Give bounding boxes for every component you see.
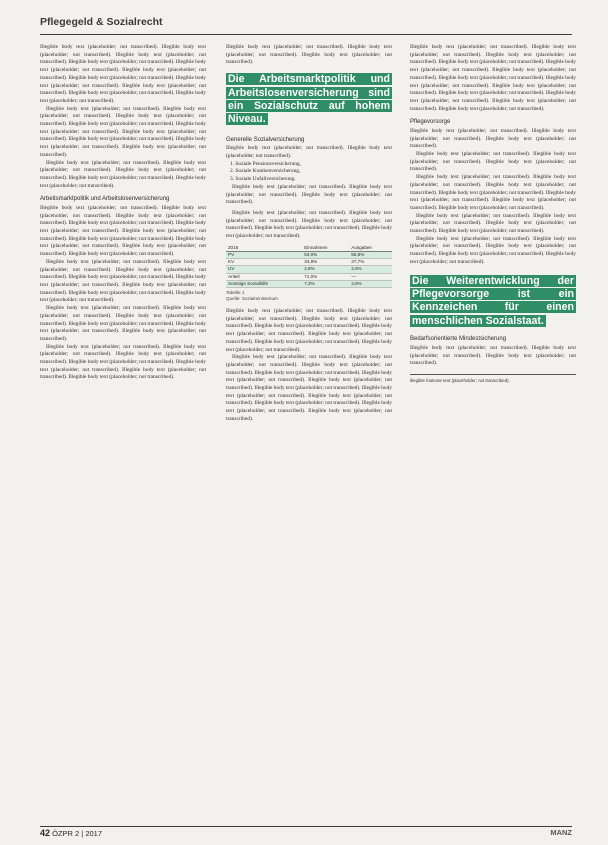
- pull-quote: [226, 73, 392, 127]
- paragraph: Illegible body text (placeholder; not transcribed). Illegible body text (placeholder; not transcribed).: [226, 145, 392, 160]
- folio: [40, 828, 102, 838]
- paragraph: Illegible body text (placeholder; not transcribed). Illegible body text (placeholder; not transcribed). Illegible body text (placeholder; not transcribed). Illegible body text (placeholder; not transcribed). Illegible body text (placeholder; not transcribed). Illegible body text (placeholder; not transcribed). Illegible body text (placeholder; not transcribed). Illegible body text (placeholder; not transcribed). Illegible body text (placeholder; not transcribed). Illegible body text (placeholder; not transcribed). Illegible body text (placeholder; not transcribed). Illegible body text (placeholder; not transcribed).: [226, 354, 392, 422]
- table-header-cell: 2015: [226, 245, 302, 252]
- table-row: [226, 273, 392, 280]
- table-header-cell: Ausgaben: [349, 245, 392, 252]
- paragraph: Illegible body text (placeholder; not transcribed). Illegible body text (placeholder; not transcribed). Illegible body text (placeholder; not transcribed).: [226, 44, 392, 66]
- table-cell: PV: [226, 251, 302, 258]
- table-cell: 55,8%: [349, 251, 392, 258]
- text-column-3: [410, 44, 576, 384]
- publisher-logo: MANZ: [550, 828, 572, 837]
- paragraph: Illegible body text (placeholder; not transcribed). Illegible body text (placeholder; not transcribed). Illegible body text (placeholder; not transcribed). Illegible body text (placeholder; not transcribed). Illegible body text (placeholder; not transcribed).: [410, 235, 576, 265]
- table-cell: 37,7%: [349, 259, 392, 266]
- list-item: 1. Soziale Pensionsversicherung,: [230, 160, 301, 167]
- text-column-1: [40, 44, 206, 382]
- paragraph: Illegible body text (placeholder; not transcribed). Illegible body text (placeholder; not transcribed). Illegible body text (placeholder; not transcribed). Illegible body text (placeholder; not transcribed). Illegible body text (placeholder; not transcribed). Illegible body text (placeholder; not transcribed).: [40, 305, 206, 342]
- table-header-cell: Einnahmen: [302, 245, 349, 252]
- paragraph: Illegible body text (placeholder; not transcribed). Illegible body text (placeholder; not transcribed). Illegible body text (placeholder; not transcribed). Illegible body text (placeholder; not transcribed).: [410, 212, 576, 235]
- subheading: Generelle Sozialversicherung: [226, 136, 305, 143]
- paragraph: Illegible body text (placeholder; not transcribed). Illegible body text (placeholder; not transcribed). Illegible body text (placeholder; not transcribed).: [410, 344, 576, 367]
- data-table: [226, 245, 392, 288]
- paragraph: Illegible body text (placeholder; not transcribed). Illegible body text (placeholder; not transcribed). Illegible body text (placeholder; not transcribed).: [410, 151, 576, 173]
- paragraph: Illegible body text (placeholder; not transcribed). Illegible body text (placeholder; not transcribed). Illegible body text (placeholder; not transcribed). Illegible body text (placeholder; not transcribed). Illegible body text (placeholder; not transcribed). Illegible body text (placeholder; not transcribed). Illegible body text (placeholder; not transcribed). Illegible body text (placeholder; not transcribed). Illegible body text (placeholder; not transcribed). Illegible body text (placeholder; not transcribed).: [40, 204, 206, 258]
- table-cell: 34,9%: [302, 259, 349, 266]
- table-cell: 53,0%: [302, 251, 349, 258]
- paragraph: Illegible body text (placeholder; not transcribed). Illegible body text (placeholder; not transcribed). Illegible body text (placeholder; not transcribed). Illegible body text (placeholder; not transcribed). Illegible body text (placeholder; not transcribed). Illegible body text (placeholder; not transcribed). Illegible body text (placeholder; not transcribed). Illegible body text (placeholder; not transcribed). Illegible body text (placeholder; not transcribed). Illegible body text (placeholder; not transcribed). Illegible body text (placeholder; not transcribed).: [40, 44, 206, 104]
- paragraph: Illegible body text (placeholder; not transcribed). Illegible body text (placeholder; not transcribed). Illegible body text (placeholder; not transcribed). Illegible body text (placeholder; not transcribed). Illegible body text (placeholder; not transcribed). Illegible body text (placeholder; not transcribed). Illegible body text (placeholder; not transcribed). Illegible body text (placeholder; not transcribed).: [40, 258, 206, 304]
- section-title: Pflegegeld & Sozialrecht: [40, 16, 163, 28]
- table-cell: —: [349, 273, 392, 280]
- table-cell: 7,3%: [302, 280, 349, 287]
- subheading: Pflegevorsorge: [410, 119, 451, 126]
- table-cell: KV: [226, 259, 302, 266]
- table-source: Quelle: Sozialministerium: [226, 295, 278, 301]
- issue-label: ÖZPR 2 | 2017: [52, 829, 102, 838]
- table-row: [226, 251, 392, 258]
- table-cell: 3,8%: [349, 280, 392, 287]
- running-header: [40, 12, 572, 35]
- table-header-row: [226, 245, 392, 252]
- subheading: Bedarfsorientierte Mindestsicherung: [410, 336, 507, 343]
- paragraph: Illegible body text (placeholder; not transcribed). Illegible body text (placeholder; not transcribed). Illegible body text (placeholder; not transcribed). Illegible body text (placeholder; not transcribed). Illegible body text (placeholder; not transcribed). Illegible body text (placeholder; not transcribed). Illegible body text (placeholder; not transcribed). Illegible body text (placeholder; not transcribed).: [226, 307, 392, 353]
- table-row: [226, 266, 392, 273]
- pull-quote: [410, 275, 576, 329]
- paragraph: Illegible body text (placeholder; not transcribed). Illegible body text (placeholder; not transcribed). Illegible body text (placeholder; not transcribed). Illegible body text (placeholder; not transcribed). Illegible body text (placeholder; not transcribed). Illegible body text (placeholder; not transcribed). Illegible body text (placeholder; not transcribed). Illegible body text (placeholder; not transcribed). Illegible body text (placeholder; not transcribed).: [40, 105, 206, 158]
- pull-quote-text: Die Weiterentwicklung der Pflegevorsorge ist ein Kennzeichen für einen menschlichen Sozialstaat.: [412, 274, 574, 327]
- table-caption-label: Tabelle 1: [226, 289, 245, 295]
- table-row: [226, 259, 392, 266]
- table-row: [226, 280, 392, 287]
- table-cell: Anteil: [226, 273, 302, 280]
- text-column-2: [226, 44, 392, 424]
- paragraph: Illegible body text (placeholder; not transcribed). Illegible body text (placeholder; not transcribed). Illegible body text (placeholder; not transcribed). Illegible body text (placeholder; not transcribed). Illegible body text (placeholder; not transcribed). Illegible body text (placeholder; not transcribed). Illegible body text (placeholder; not transcribed). Illegible body text (placeholder; not transcribed). Illegible body text (placeholder; not transcribed). Illegible body text (placeholder; not transcribed). Illegible body text (placeholder; not transcribed). Illegible body text (placeholder; not transcribed). Illegible body text (placeholder; not transcribed).: [410, 44, 576, 112]
- footnote-divider: [410, 374, 576, 375]
- table-cell: 2,8%: [302, 266, 349, 273]
- subheading: Arbeitsmarktpolitik und Arbeitslosenversicherung: [40, 196, 170, 203]
- table-cell: 71,0%: [302, 273, 349, 280]
- numbered-list: [226, 161, 392, 184]
- page-footer: [40, 826, 572, 839]
- table-cell: UV: [226, 266, 302, 273]
- page-number: 42: [40, 828, 51, 838]
- paragraph: Illegible body text (placeholder; not transcribed). Illegible body text (placeholder; not transcribed). Illegible body text (placeholder; not transcribed). Illegible body text (placeholder; not transcribed). Illegible body text (placeholder; not transcribed).: [226, 209, 392, 240]
- paragraph: Illegible body text (placeholder; not transcribed). Illegible body text (placeholder; not transcribed). Illegible body text (placeholder; not transcribed). Illegible body text (placeholder; not transcribed). Illegible body text (placeholder; not transcribed).: [40, 159, 206, 189]
- table-cell: Sonstige Sozialhilfe: [226, 280, 302, 287]
- paragraph: Illegible body text (placeholder; not transcribed). Illegible body text (placeholder; not transcribed). Illegible body text (placeholder; not transcribed). Illegible body text (placeholder; not transcribed). Illegible body text (placeholder; not transcribed). Illegible body text (placeholder; not transcribed). Illegible body text (placeholder; not transcribed).: [40, 343, 206, 381]
- paragraph: Illegible body text (placeholder; not transcribed). Illegible body text (placeholder; not transcribed). Illegible body text (placeholder; not transcribed). Illegible body text (placeholder; not transcribed). Illegible body text (placeholder; not transcribed). Illegible body text (placeholder; not transcribed). Illegible body text (placeholder; not transcribed).: [410, 174, 576, 211]
- footnote: Illegible footnote text (placeholder; not transcribed).: [410, 377, 510, 383]
- list-item: 2. Soziale Krankenversicherung,: [230, 168, 301, 175]
- table-caption: [226, 290, 392, 302]
- paragraph: Illegible body text (placeholder; not transcribed). Illegible body text (placeholder; not transcribed). Illegible body text (placeholder; not transcribed).: [410, 127, 576, 150]
- paragraph: Illegible body text (placeholder; not transcribed). Illegible body text (placeholder; not transcribed). Illegible body text (placeholder; not transcribed).: [226, 183, 392, 206]
- table-cell: 2,8%: [349, 266, 392, 273]
- list-item: 3. Soziale Unfallversicherung.: [230, 176, 296, 183]
- pull-quote-text: Die Arbeitsmarktpolitik und Arbeitslosenversicherung sind ein Sozialschutz auf hohem Niveau.: [228, 73, 390, 126]
